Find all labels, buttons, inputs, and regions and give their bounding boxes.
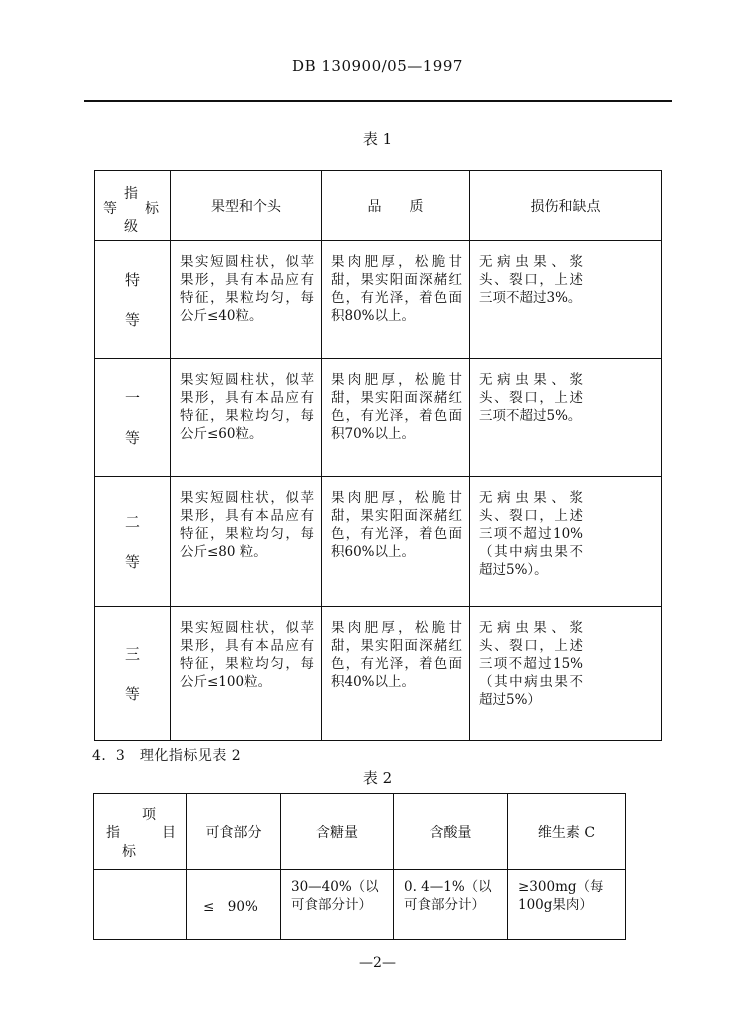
header-defect: 损伤和缺点 [470, 171, 662, 241]
header-quality: 品 质 [322, 171, 470, 241]
defect-cell: 无病虫果、浆头、裂口，上述三项不超过15%（其中病虫果不超过5%） [470, 607, 662, 741]
blank-cell [94, 870, 187, 940]
shape-cell: 果实短圆柱状，似苹果形，具有本品应有特征，果粒均匀，每公斤≤80 粒。 [171, 477, 322, 607]
corner-left: 等 [103, 201, 117, 217]
corner-right: 目 [162, 825, 176, 841]
quality-cell: 果肉肥厚，松脆甘甜，果实阳面深赭红色，有光泽，着色面积60%以上。 [322, 477, 470, 607]
quality-cell: 果肉肥厚，松脆甘甜，果实阳面深赭红色，有光泽，着色面积80%以上。 [322, 241, 470, 359]
header-sugar: 含糖量 [281, 794, 394, 870]
sugar-value: 30—40%（以可食部分计） [281, 870, 394, 940]
table2-caption: 表 2 [362, 769, 393, 787]
section-heading: 4．3 理化指标见表 2 [92, 748, 242, 764]
document-header: DB 130900/05—1997 [292, 57, 463, 75]
corner-left: 指 [106, 825, 120, 841]
corner-cell [94, 794, 187, 870]
quality-cell: 果肉肥厚，松脆甘甜，果实阳面深赭红色，有光泽，着色面积40%以上。 [322, 607, 470, 741]
table-row [95, 477, 662, 607]
table-row [95, 241, 662, 359]
shape-cell: 果实短圆柱状，似苹果形，具有本品应有特征，果粒均匀，每公斤≤40粒。 [171, 241, 322, 359]
header-vitamin-c: 维生素 C [508, 794, 626, 870]
table1-caption: 表 1 [362, 130, 393, 148]
header-acid: 含酸量 [394, 794, 508, 870]
corner-cell [95, 171, 171, 241]
quality-cell: 果肉肥厚，松脆甘甜，果实阳面深赭红色，有光泽，着色面积70%以上。 [322, 359, 470, 477]
defect-cell: 无病虫果、浆头、裂口，上述三项不超过10%（其中病虫果不超过5%）。 [470, 477, 662, 607]
header-rule [84, 100, 672, 102]
physchem-header-row [94, 794, 626, 870]
table-row [95, 607, 662, 741]
grade-cell: 特 等 [95, 241, 171, 359]
shape-cell: 果实短圆柱状，似苹果形，具有本品应有特征，果粒均匀，每公斤≤100粒。 [171, 607, 322, 741]
physchem-table [93, 793, 626, 940]
grade-cell: 一 等 [95, 359, 171, 477]
shape-cell: 果实短圆柱状，似苹果形，具有本品应有特征，果粒均匀，每公斤≤60粒。 [171, 359, 322, 477]
header-edible: 可食部分 [187, 794, 281, 870]
vitamin-c-value: ≥300mg（每100g果肉） [508, 870, 626, 940]
corner-bottom: 级 [124, 219, 138, 235]
corner-bottom: 标 [122, 844, 136, 860]
defect-cell: 无病虫果、浆头、裂口，上述三项不超过5%。 [470, 359, 662, 477]
page-number: —2— [359, 955, 396, 971]
grade-cell: 二 等 [95, 477, 171, 607]
table-row [95, 359, 662, 477]
grade-table [94, 170, 662, 741]
grade-cell: 三 等 [95, 607, 171, 741]
grade-table-header-row [95, 171, 662, 241]
header-shape: 果型和个头 [171, 171, 322, 241]
corner-right: 标 [145, 201, 159, 217]
edible-value: ≤ 90% [187, 870, 281, 940]
defect-cell: 无病虫果、浆头、裂口，上述三项不超过3%。 [470, 241, 662, 359]
acid-value: 0. 4—1%（以可食部分计） [394, 870, 508, 940]
corner-top: 项 [142, 807, 156, 823]
table-row [94, 870, 626, 940]
corner-top: 指 [124, 186, 138, 202]
